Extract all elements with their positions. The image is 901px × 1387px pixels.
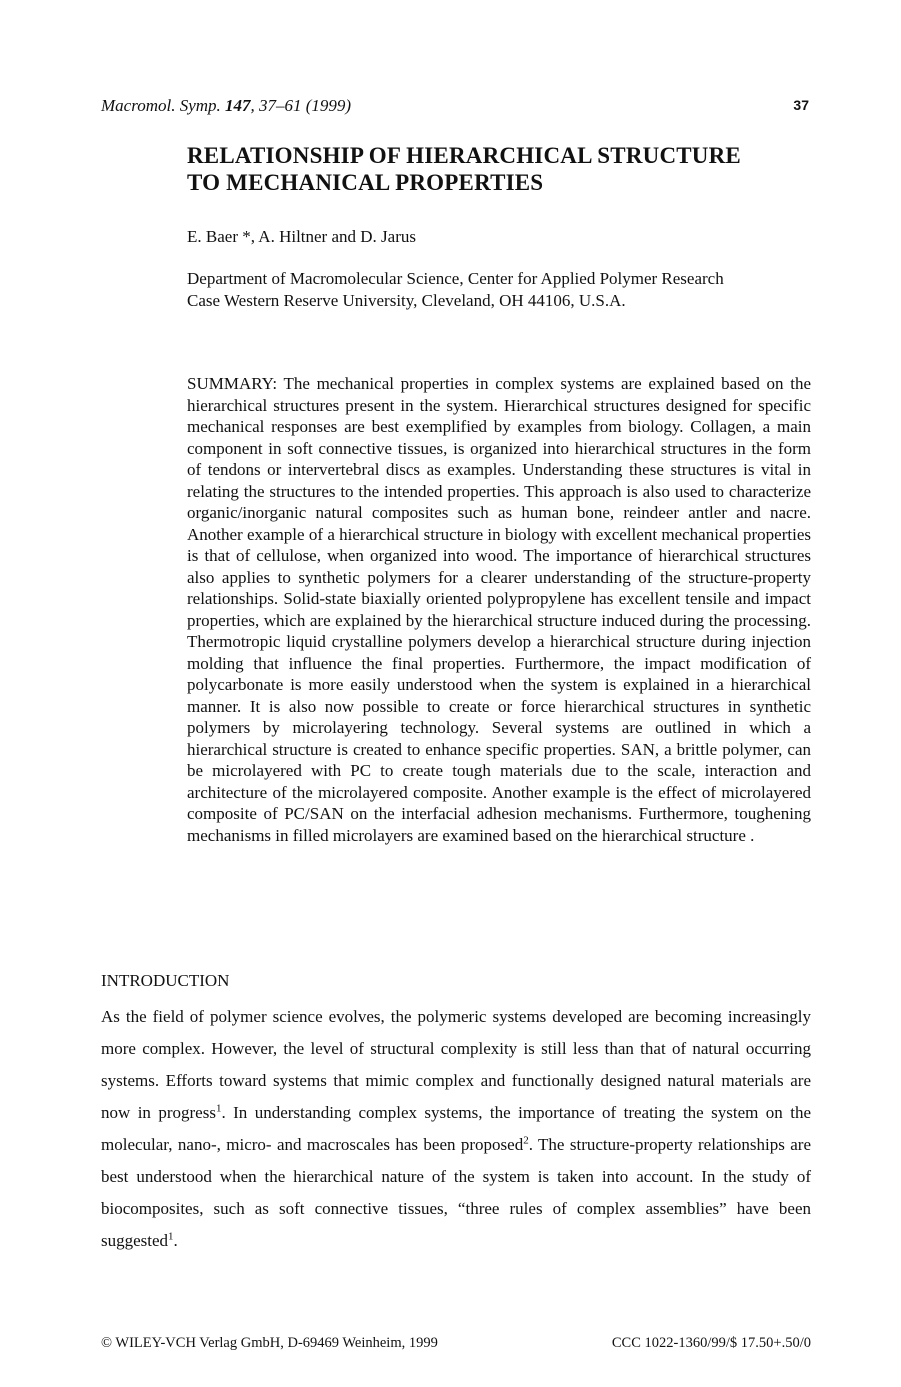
authors: E. Baer *, A. Hiltner and D. Jarus: [187, 227, 416, 246]
copyright-notice: © WILEY-VCH Verlag GmbH, D-69469 Weinheim, 1999: [101, 1335, 438, 1351]
reference-marker: 2: [523, 1134, 529, 1147]
journal-citation: [101, 96, 351, 116]
article-title-line-1: RELATIONSHIP OF HIERARCHICAL STRUCTURE: [187, 143, 741, 168]
intro-text-part-2: . In understanding complex systems, the importance of treating the system on the molecular, nano-, micro- and macroscales has been proposed: [101, 1103, 811, 1154]
summary-abstract: SUMMARY: The mechanical properties in complex systems are explained based on the hierarchical structures present in the system. Hierarchical structures designed for specific mechanical responses are best exemplified by examples from biology. Collagen, a main component in soft connective tissues, is organized into hierarchical structures in the form of tendons or intervertebral discs as examples. Understanding these structures is vital in relating the structures to the intended properties. This approach is also used to characterize organic/inorganic natural composites such as human bone, reindeer antler and nacre. Another example of a hierarchical structure in biology with excellent mechanical properties is that of cellulose, when organized into wood. The importance of hierarchical structures also applies to synthetic polymers for a clearer understanding of the structure-property relationships. Solid-state biaxially oriented polypropylene has excellent tensile and impact properties, which are explained by the hierarchical structure induced during the processing. Thermotropic liquid crystalline polymers develop a hierarchical structure during injection molding that influence the final properties. Furthermore, the impact modification of polycarbonate is more easily understood when the system is explained in a hierarchical manner. It is also now possible to create or force hierarchical structures in synthetic polymers by microlayering technology. Several systems are outlined in which a hierarchical structure is created to enhance specific properties. SAN, a brittle polymer, can be microlayered with PC to create tough materials due to the scale, interaction and architecture of the microlayered composite. Another example is the effect of microlayered composite of PC/SAN on the interfacial adhesion mechanisms. Furthermore, toughening mechanisms in filled microlayers are examined based on the hierarchical structure .: [187, 374, 811, 845]
article-title-line-2: TO MECHANICAL PROPERTIES: [187, 170, 544, 195]
page-footer: [101, 1335, 811, 1355]
reference-marker: 1: [215, 1102, 222, 1115]
reference-marker: 1: [168, 1230, 174, 1243]
running-head: [101, 96, 809, 118]
affiliation-line-2: Case Western Reserve University, Cleveland, OH 44106, U.S.A.: [187, 291, 626, 310]
affiliation: [187, 268, 724, 312]
page-number: 37: [793, 97, 809, 113]
introduction-heading: INTRODUCTION: [101, 971, 230, 990]
intro-text-part-3: . The structure-property relationships are best understood when the hierarchical nature of the system is taken into account. In the study of biocomposites, such as soft connective tissues, “three rules of complex assemblies” have been suggested: [101, 1135, 811, 1250]
journal-volume: 147: [225, 96, 251, 115]
introduction-paragraph: [101, 1001, 811, 1257]
journal-name: Macromol. Symp.: [101, 96, 226, 115]
intro-text-part-1: As the field of polymer science evolves, the polymeric systems developed are becoming increasingly more complex. However, the level of structural complexity is still less than that of natural occurring systems. Efforts toward systems that mimic complex and functionally designed natural materials are now in progress: [101, 1007, 811, 1122]
journal-pages-year: , 37–61 (1999): [250, 96, 352, 115]
intro-text-part-4: .: [173, 1231, 178, 1250]
affiliation-line-1: Department of Macromolecular Science, Center for Applied Polymer Research: [187, 269, 724, 288]
article-title: [187, 142, 817, 196]
ccc-code: CCC 1022-1360/99/$ 17.50+.50/0: [611, 1335, 811, 1351]
